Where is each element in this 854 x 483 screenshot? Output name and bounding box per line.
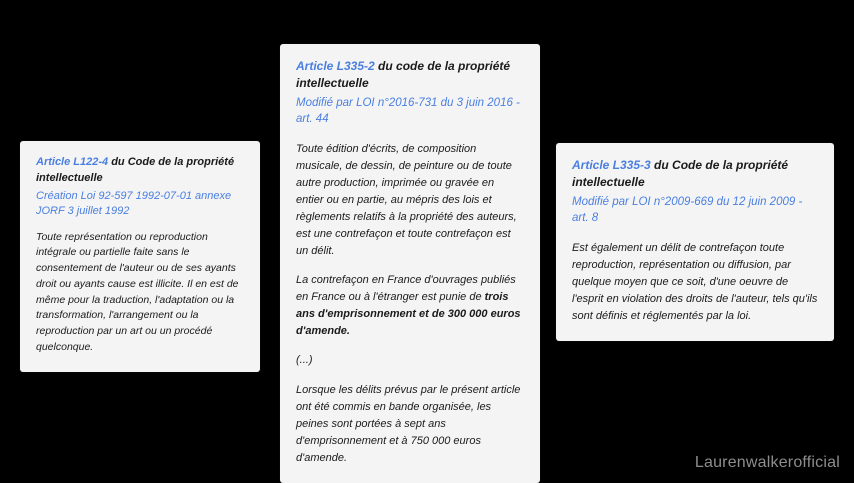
article-card-l122-4 xyxy=(20,141,260,372)
article-body xyxy=(572,240,818,325)
article-heading xyxy=(36,155,244,187)
article-reference: Article L335-2 xyxy=(296,59,375,73)
article-body xyxy=(36,230,244,356)
article-paragraph xyxy=(296,382,524,467)
emphasized-text: trois ans d'emprisonnement et de 300 000 euros d'amende. xyxy=(296,291,521,338)
paragraph-text: Est également un délit de contrefaçon toute reproduction, représentation ou diffusion, par quelque moyen que ce soit, d'une oeuvre de l'esprit en violation des droits de l'auteur, tels qu'ils sont définis et réglementés par la loi. xyxy=(572,241,818,323)
article-subtitle: Création Loi 92-597 1992-07-01 annexe JORF 3 juillet 1992 xyxy=(36,189,232,218)
article-paragraph xyxy=(296,141,524,260)
paragraph-text: Toute représentation ou reproduction intégrale ou partielle faite sans le consentement de l'auteur ou de ses ayants droit ou ayants cause est illicite. Il en est de même pour la traduction, l'adaptation ou la transformation, l'arrangement ou la reproduction par un art ou un procédé quelconque. xyxy=(36,230,239,353)
paragraph-text: Lorsque les délits prévus par le présent article ont été commis en bande organisée, les peines sont portées à sept ans d'emprisonnement et à 750 000 euros d'amende. xyxy=(296,383,521,464)
article-card-l335-3 xyxy=(556,143,834,341)
article-reference: Article L335-3 xyxy=(572,158,651,172)
article-heading xyxy=(572,157,818,192)
article-subtitle: Modifié par LOI n°2009-669 du 12 juin 2009 - art. 8 xyxy=(572,195,803,224)
paragraph-text: La contrefaçon en France d'ouvrages publiés en France ou à l'étranger est punie de xyxy=(296,274,516,304)
article-paragraph xyxy=(36,230,244,356)
article-paragraph xyxy=(296,352,524,369)
article-card-l335-2 xyxy=(280,44,540,483)
article-reference-suffix: du Code de la propriété intellectuelle xyxy=(572,158,789,190)
article-heading xyxy=(296,58,524,93)
article-paragraph xyxy=(296,272,524,340)
article-paragraph xyxy=(572,240,818,325)
article-subtitle: Modifié par LOI n°2016-731 du 3 juin 2016 - art. 44 xyxy=(296,96,520,125)
paragraph-text: Toute édition d'écrits, de composition musicale, de dessin, de peinture ou de toute autre production, imprimée ou gravée en entier ou en partie, au mépris des lois et règlements relatifs à la propriété des auteurs, est une contrefaçon et toute contrefaçon est un délit. xyxy=(296,142,517,258)
article-reference: Article L122-4 xyxy=(36,156,109,168)
article-reference-suffix: du code de la propriété intellectuelle xyxy=(296,59,511,91)
watermark: Laurenwalkerofficial xyxy=(694,454,840,471)
article-body xyxy=(296,141,524,467)
article-reference-suffix: du Code de la propriété intellectuelle xyxy=(36,156,235,184)
paragraph-text: (...) xyxy=(296,354,313,367)
